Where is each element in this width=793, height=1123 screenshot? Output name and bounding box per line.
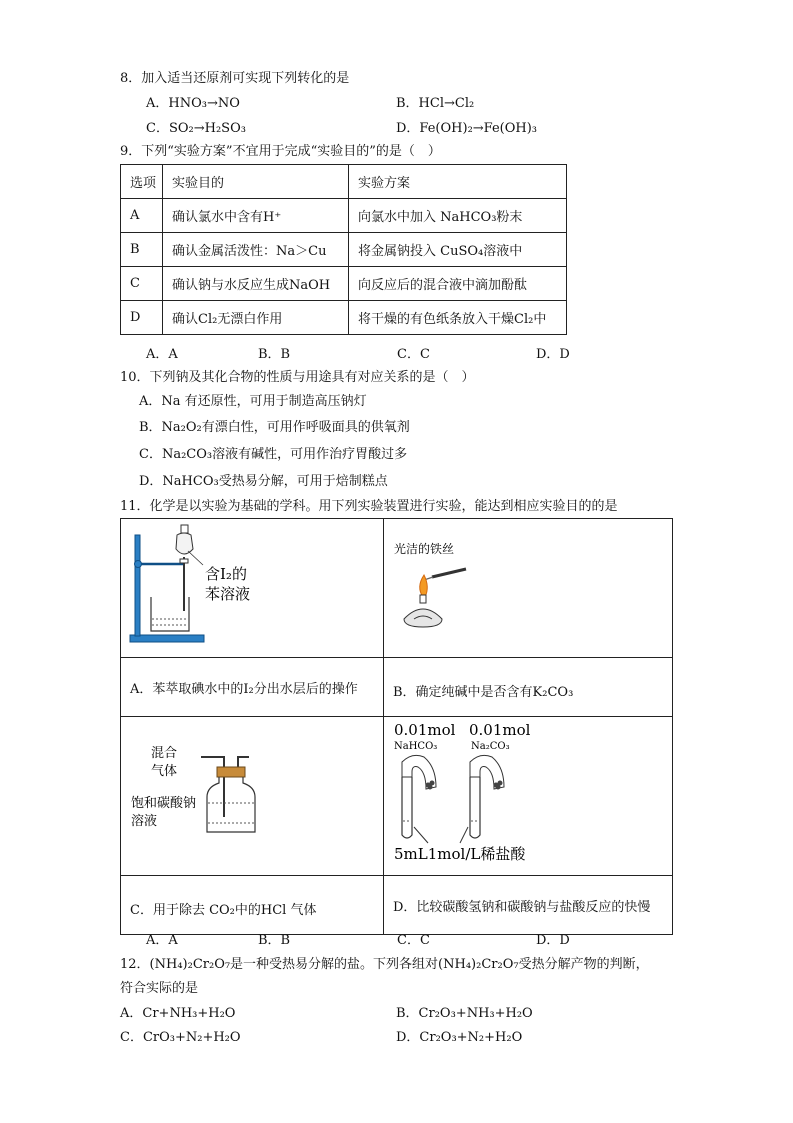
q8-option-d: D．Fe(OH)₂→Fe(OH)₃ xyxy=(396,121,538,136)
bottle xyxy=(207,777,255,832)
header-cell: 选项 xyxy=(121,165,163,199)
q11-option-d: D．D xyxy=(536,933,570,948)
table-cell: 确认Cl₂无漂白作用 xyxy=(163,301,349,335)
acid-label: 5mL1mol/L稀盐酸 xyxy=(394,845,526,863)
table-cell: B xyxy=(121,233,163,267)
q8-option-a: A．HNO₃→NO xyxy=(146,96,240,111)
q11-option-c: C．C xyxy=(397,933,430,948)
q8-option-c: C．SO₂→H₂SO₃ xyxy=(146,121,246,136)
figure-cell-d xyxy=(384,717,673,876)
figure-cell-b xyxy=(384,519,673,658)
q10-option-b: B．Na₂O₂有漂白性，可用作呼吸面具的供氧剂 xyxy=(139,420,410,435)
alcohol-lamp xyxy=(404,609,442,627)
figure-cell-c xyxy=(121,717,384,876)
gas-washing-bottle xyxy=(121,717,383,871)
funnel-stopcock xyxy=(180,559,188,563)
q12-stem-line-2: 符合实际的是 xyxy=(120,981,199,996)
table-cell: 确认氯水中含有H⁺ xyxy=(163,199,349,233)
funnel-label-2: 苯溶液 xyxy=(205,585,251,603)
q9-table xyxy=(120,164,567,335)
q10-option-a: A．Na 有还原性，可用于制造高压钠灯 xyxy=(139,394,367,409)
clamp-screw xyxy=(135,561,142,568)
caption-c: C．用于除去 CO₂中的HCl 气体 xyxy=(121,876,384,935)
caption-row xyxy=(121,658,673,717)
table-cell: 向反应后的混合液中滴加酚酞 xyxy=(349,267,567,301)
table-row xyxy=(121,267,567,301)
q10-option-d: D．NaHCO₃受热易分解，可用于焙制糕点 xyxy=(139,474,388,489)
stand-base xyxy=(130,635,204,642)
q9-option-c: C．C xyxy=(397,347,430,362)
q9-option-b: B．B xyxy=(258,347,291,362)
q10-stem: 10．下列钠及其化合物的性质与用途具有对应关系的是（ ） xyxy=(120,370,475,385)
iron-wire-handle xyxy=(432,569,466,577)
q9-stem: 9．下列“实验方案”不宜用于完成“实验目的”的是（ ） xyxy=(120,144,441,159)
header-cell: 实验目的 xyxy=(163,165,349,199)
q11-option-a: A．A xyxy=(146,933,178,948)
table-cell: 将金属钠投入 CuSO₄溶液中 xyxy=(349,233,567,267)
funnel-stopper xyxy=(181,525,188,533)
q10-option-c: C．Na₂CO₃溶液有碱性，可用作治疗胃酸过多 xyxy=(139,447,408,462)
table-header-row xyxy=(121,165,567,199)
flame-test-apparatus xyxy=(384,519,672,653)
bottle-stopper xyxy=(217,767,245,777)
amount-label-1: 0.01mol xyxy=(394,721,456,739)
table-cell: 确认钠与水反应生成NaOH xyxy=(163,267,349,301)
q12-option-c: C．CrO₃+N₂+H₂O xyxy=(120,1030,241,1045)
q12-option-d: D．Cr₂O₃+N₂+H₂O xyxy=(396,1030,523,1045)
funnel-bulb xyxy=(176,533,193,554)
q11-table xyxy=(120,518,673,935)
q12-option-a: A．Cr+NH₃+H₂O xyxy=(120,1006,236,1021)
separatory-funnel-apparatus xyxy=(121,519,383,653)
q12-stem-line-1: 12．(NH₄)₂Cr₂O₇是一种受热易分解的盐。下列各组对(NH₄)₂Cr₂O₇受热分解产物的判断， xyxy=(120,957,649,972)
figure-cell-a xyxy=(121,519,384,658)
stand-rod xyxy=(135,535,140,636)
table-cell: 确认金属活泼性：Na＞Cu xyxy=(163,233,349,267)
table-row xyxy=(121,199,567,233)
caption-d: D．比较碳酸氢钠和碳酸钠与盐酸反应的快慢 xyxy=(384,876,673,935)
table-cell: D xyxy=(121,301,163,335)
test-tube-left xyxy=(402,777,412,838)
test-tube-right xyxy=(470,777,480,838)
q9-option-d: D．D xyxy=(536,347,570,362)
flame xyxy=(420,575,428,597)
gas-label-2: 气体 xyxy=(151,764,178,779)
q9-option-a: A．A xyxy=(146,347,178,362)
table-cell: 将干燥的有色纸条放入干燥Cl₂中 xyxy=(349,301,567,335)
amount-label-2: 0.01mol xyxy=(469,721,531,739)
lamp-wick xyxy=(420,595,426,603)
q8-option-b: B．HCl→Cl₂ xyxy=(396,96,475,111)
table-cell: A xyxy=(121,199,163,233)
balloon-test-tubes xyxy=(384,717,672,871)
solution-label-1: 饱和碳酸钠 xyxy=(131,796,197,811)
inlet-tube xyxy=(201,757,224,817)
solution-label-2: 溶液 xyxy=(131,814,158,829)
table-cell: C xyxy=(121,267,163,301)
q11-option-b: B．B xyxy=(258,933,291,948)
label-pointer xyxy=(188,551,203,565)
caption-a: A．苯萃取碘水中的I₂分出水层后的操作 xyxy=(121,658,384,717)
caption-b: B．确定纯碱中是否含有K₂CO₃ xyxy=(384,658,673,717)
table-row xyxy=(121,301,567,335)
chem-label-2: Na₂CO₃ xyxy=(471,741,510,752)
header-cell: 实验方案 xyxy=(349,165,567,199)
table-cell: 向氯水中加入 NaHCO₃粉末 xyxy=(349,199,567,233)
q12-option-b: B．Cr₂O₃+NH₃+H₂O xyxy=(396,1006,533,1021)
figure-row xyxy=(121,519,673,658)
wire-label: 光洁的铁丝 xyxy=(394,542,455,556)
funnel-label-1: 含I₂的 xyxy=(205,565,247,583)
q11-stem: 11．化学是以实验为基础的学科。用下列实验装置进行实验，能达到相应实验目的的是 xyxy=(120,499,618,514)
gas-label-1: 混合 xyxy=(151,746,178,761)
figure-row xyxy=(121,717,673,876)
table-row xyxy=(121,233,567,267)
chem-label-1: NaHCO₃ xyxy=(394,741,438,752)
q8-stem: 8．加入适当还原剂可实现下列转化的是 xyxy=(120,71,350,86)
caption-row xyxy=(121,876,673,935)
